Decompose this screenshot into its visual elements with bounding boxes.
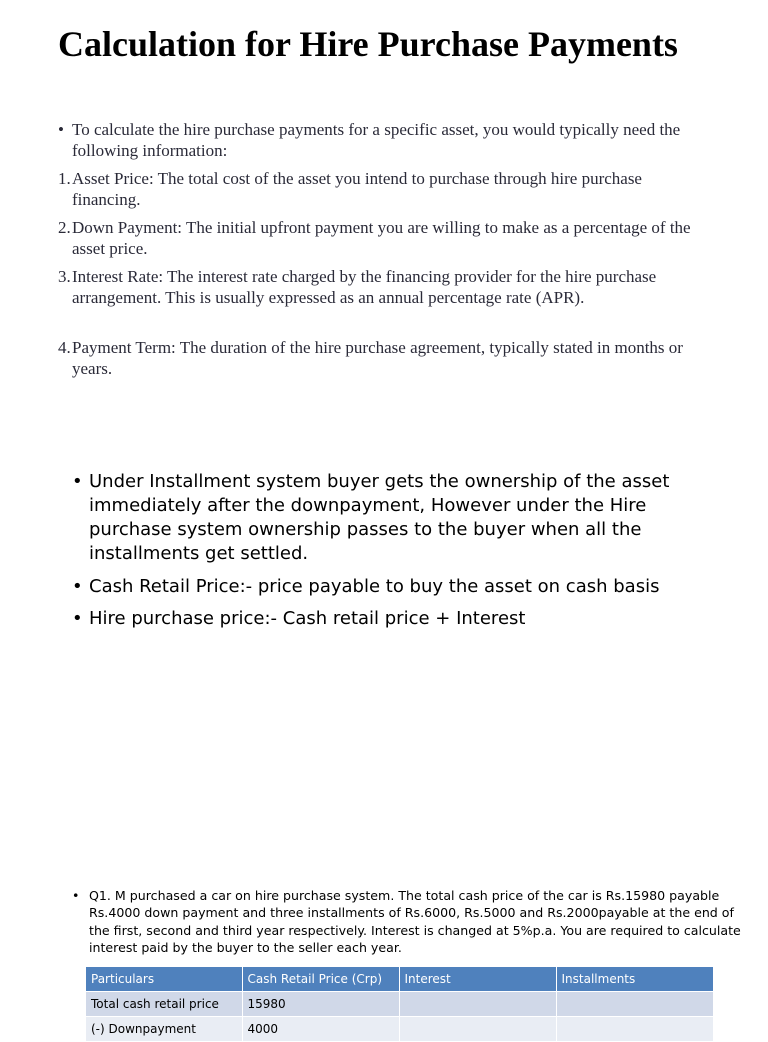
cash-retail-price-bullet (72, 575, 712, 599)
ownership-bullet (72, 470, 712, 566)
table-cell: (-) Downpayment (86, 1017, 242, 1042)
table-cell: 4000 (242, 1017, 399, 1042)
page-title: Calculation for Hire Purchase Payments (58, 24, 678, 64)
table-row (86, 1017, 713, 1042)
question-bullet (72, 887, 742, 957)
bullet-marker: • (72, 888, 80, 903)
list-number: 4. (58, 338, 71, 357)
list-item-text: Payment Term: The duration of the hire purchase agreement, typically stated in months or years. (72, 338, 683, 378)
bullet-marker: • (72, 471, 83, 492)
calculation-table (86, 967, 714, 1042)
bullet-marker: • (58, 120, 64, 139)
table-cell (556, 1017, 713, 1042)
list-item-text: Down Payment: The initial upfront payment you are willing to make as a percentage of the asset price. (72, 218, 691, 258)
table-row (86, 992, 713, 1017)
column-header: Interest (399, 967, 556, 992)
column-header: Cash Retail Price (Crp) (242, 967, 399, 992)
list-item (58, 218, 708, 259)
intro-bullet-text: To calculate the hire purchase payments for a specific asset, you would typically need the following information: (72, 120, 681, 160)
hire-purchase-price-bullet (72, 607, 712, 631)
question-text: Q1. M purchased a car on hire purchase system. The total cash price of the car is Rs.15980 payable Rs.4000 down payment and three installments of Rs.6000, Rs.5000 and Rs.2000payable at the end of the first, second and third year respectively. Interest is changed at 5%p.a. You are required to calculate interest paid by the buyer to the seller each year. (89, 888, 741, 956)
table-cell: 15980 (242, 992, 399, 1017)
bullet-text: Under Installment system buyer gets the ownership of the asset immediately after the downpayment, However under the Hire purchase system ownership passes to the buyer when all the installments get settled. (89, 471, 670, 564)
bullet-marker: • (72, 608, 83, 629)
list-item-text: Asset Price: The total cost of the asset you intend to purchase through hire purchase financing. (72, 169, 642, 209)
bullet-text: Hire purchase price:- Cash retail price + Interest (89, 608, 526, 629)
list-item (58, 338, 708, 379)
bullet-text: Cash Retail Price:- price payable to buy the asset on cash basis (89, 576, 660, 597)
column-header: Particulars (86, 967, 242, 992)
column-header: Installments (556, 967, 713, 992)
table-header-row (86, 967, 713, 992)
list-item-text: Interest Rate: The interest rate charged by the financing provider for the hire purchase arrangement. This is usually expressed as an annual percentage rate (APR). (72, 267, 657, 307)
table-cell (399, 1017, 556, 1042)
table-cell (399, 992, 556, 1017)
list-item (58, 169, 708, 210)
table-cell: Total cash retail price (86, 992, 242, 1017)
list-number: 2. (58, 218, 71, 237)
bullet-marker: • (72, 576, 83, 597)
table-cell (556, 992, 713, 1017)
list-number: 3. (58, 267, 71, 286)
list-item (58, 267, 708, 308)
list-number: 1. (58, 169, 71, 188)
intro-bullet (58, 120, 708, 161)
